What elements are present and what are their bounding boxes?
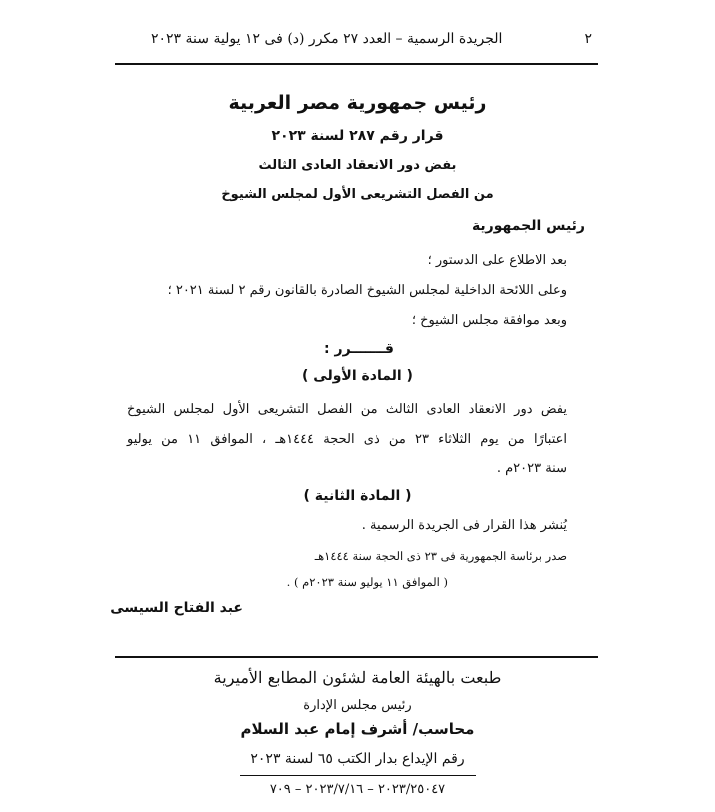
printer-name: طبعت بالهيئة العامة لشئون المطابع الأميرية	[213, 668, 502, 687]
decided-heading: قـــــــرر :	[324, 341, 394, 357]
footer-inner-rule	[240, 775, 476, 776]
article2-heading: ( المادة الثانية )	[303, 488, 412, 504]
decree-issuer: رئيس جمهورية مصر العربية	[228, 92, 487, 114]
page-number: ٢	[584, 31, 592, 47]
preamble-line: وبعد موافقة مجلس الشيوخ ؛	[411, 313, 567, 328]
decree-subject-line1: بفض دور الانعقاد العادى الثالث	[258, 158, 457, 173]
decree-number: قرار رقم ٢٨٧ لسنة ٢٠٢٣	[271, 128, 444, 144]
president-heading: رئيس الجمهورية	[471, 218, 585, 234]
preamble-line: وعلى اللائحة الداخلية لمجلس الشيوخ الصادرة بالقانون رقم ٢ لسنة ٢٠٢١ ؛	[167, 283, 567, 298]
decree-subject-line2: من الفصل التشريعى الأول لمجلس الشيوخ	[221, 187, 494, 202]
article2-text: يُنشر هذا القرار فى الجريدة الرسمية .	[361, 518, 567, 533]
article1-heading: ( المادة الأولى )	[302, 368, 413, 384]
footer-rule	[115, 656, 598, 658]
signature-name: عبد الفتاح السيسى	[110, 600, 243, 616]
header-rule	[115, 63, 598, 65]
article1-line: يفض دور الانعقاد العادى الثالث من الفصل التشريعى الأول لمجلس الشيوخ	[127, 402, 567, 417]
chairman-name: محاسب/ أشرف إمام عبد السلام	[240, 720, 475, 738]
issued-gregorian: ( الموافق ١١ يوليو سنة ٢٠٢٣م ) .	[286, 575, 448, 589]
issued-at: صدر برئاسة الجمهورية فى ٢٣ ذى الحجة سنة ١٤٤٤هـ	[314, 549, 567, 563]
deposit-number: رقم الإيداع بدار الكتب ٦٥ لسنة ٢٠٢٣	[250, 751, 465, 767]
gazette-title: الجريدة الرسمية – العدد ٢٧ مكرر (د) فى ١٢ يولية سنة ٢٠٢٣	[151, 31, 503, 47]
running-header	[115, 31, 598, 53]
article1-line: اعتبارًا من يوم الثلاثاء ٢٣ من ذى الحجة ١٤٤٤هـ ، الموافق ١١ من يوليو	[127, 432, 568, 447]
preamble-line: بعد الاطلاع على الدستور ؛	[427, 253, 567, 268]
board-title: رئيس مجلس الإدارة	[303, 698, 412, 713]
article1-line: سنة ٢٠٢٣م .	[496, 461, 567, 476]
serial-number: ٢٠٢٣/٢٥٠٤٧ – ٢٠٢٣/٧/١٦ – ٧٠٩	[269, 782, 446, 797]
